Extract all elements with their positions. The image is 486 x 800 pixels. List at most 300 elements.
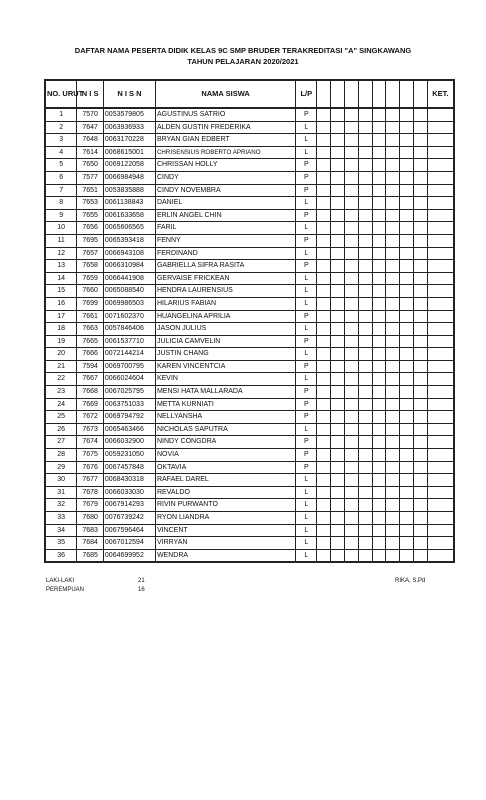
row-blank-cell: [386, 108, 400, 121]
row-nisn: 0067596464: [103, 524, 155, 537]
row-blank-cell: [400, 486, 414, 499]
row-blank-cell: [400, 272, 414, 285]
row-number: 23: [45, 386, 77, 399]
row-student-name: GERVAISE FRICKEAN: [155, 272, 295, 285]
row-ket-cell: [427, 247, 454, 260]
row-blank-cell: [400, 386, 414, 399]
row-blank-cell: [345, 297, 359, 310]
row-nisn: 0066024604: [103, 373, 155, 386]
row-ket-cell: [427, 134, 454, 147]
row-nis: 7660: [77, 285, 104, 298]
row-gender: L: [296, 121, 317, 134]
table-row: [45, 121, 454, 134]
row-blank-cell: [386, 297, 400, 310]
row-number: 4: [45, 146, 77, 159]
row-blank-cell: [372, 209, 386, 222]
row-nisn: 0066943108: [103, 247, 155, 260]
row-student-name: HILARIUS FABIAN: [155, 297, 295, 310]
row-blank-cell: [358, 285, 372, 298]
row-blank-cell: [386, 234, 400, 247]
row-gender: L: [296, 486, 317, 499]
row-ket-cell: [427, 436, 454, 449]
row-student-name: NINDY CONGDRA: [155, 436, 295, 449]
row-blank-cell: [413, 272, 427, 285]
row-blank-cell: [358, 146, 372, 159]
row-nisn: 0071602370: [103, 310, 155, 323]
row-gender: L: [296, 297, 317, 310]
header-blank: [331, 80, 345, 108]
row-blank-cell: [317, 108, 331, 121]
row-blank-cell: [400, 348, 414, 361]
table-row: [45, 524, 454, 537]
row-blank-cell: [345, 197, 359, 210]
row-blank-cell: [331, 108, 345, 121]
row-student-name: HENDRA LAURENSIUS: [155, 285, 295, 298]
row-blank-cell: [358, 386, 372, 399]
row-gender: P: [296, 159, 317, 172]
row-blank-cell: [331, 398, 345, 411]
table-row: [45, 411, 454, 424]
row-number: 34: [45, 524, 77, 537]
table-row: [45, 461, 454, 474]
row-blank-cell: [317, 146, 331, 159]
row-blank-cell: [358, 449, 372, 462]
row-blank-cell: [386, 486, 400, 499]
table-row: [45, 323, 454, 336]
row-blank-cell: [386, 537, 400, 550]
row-blank-cell: [317, 360, 331, 373]
row-blank-cell: [413, 449, 427, 462]
row-number: 22: [45, 373, 77, 386]
table-row: [45, 386, 454, 399]
row-blank-cell: [413, 260, 427, 273]
row-student-name: NICHOLAS SAPUTRA: [155, 423, 295, 436]
row-blank-cell: [413, 146, 427, 159]
row-blank-cell: [358, 537, 372, 550]
row-blank-cell: [331, 436, 345, 449]
row-student-name: JUSTIN CHANG: [155, 348, 295, 361]
row-blank-cell: [400, 373, 414, 386]
row-nis: 7685: [77, 549, 104, 562]
header-nis: N I S: [77, 80, 104, 108]
row-student-name: CINDY NOVEMBRA: [155, 184, 295, 197]
row-student-name: KEVIN: [155, 373, 295, 386]
row-gender: L: [296, 247, 317, 260]
row-student-name: KAREN VINCENTCIA: [155, 360, 295, 373]
row-gender: P: [296, 260, 317, 273]
row-student-name: VINCENT: [155, 524, 295, 537]
row-blank-cell: [413, 197, 427, 210]
row-blank-cell: [372, 121, 386, 134]
row-blank-cell: [345, 146, 359, 159]
row-number: 3: [45, 134, 77, 147]
header-lp: L/P: [296, 80, 317, 108]
row-student-name: CHRISENSIUS ROBERTO APRIANO: [155, 146, 295, 159]
row-blank-cell: [345, 234, 359, 247]
row-nisn: 0066033030: [103, 486, 155, 499]
row-blank-cell: [372, 184, 386, 197]
row-ket-cell: [427, 449, 454, 462]
row-blank-cell: [317, 373, 331, 386]
row-blank-cell: [372, 272, 386, 285]
row-blank-cell: [331, 121, 345, 134]
row-blank-cell: [372, 449, 386, 462]
row-blank-cell: [358, 184, 372, 197]
row-blank-cell: [372, 146, 386, 159]
row-nisn: 0069794792: [103, 411, 155, 424]
header-blank: [413, 80, 427, 108]
row-blank-cell: [345, 348, 359, 361]
row-student-name: JASON JULIUS: [155, 323, 295, 336]
row-blank-cell: [331, 486, 345, 499]
row-blank-cell: [386, 549, 400, 562]
row-blank-cell: [345, 423, 359, 436]
header-blank: [317, 80, 331, 108]
row-nisn: 0065606565: [103, 222, 155, 235]
row-ket-cell: [427, 121, 454, 134]
row-nis: 7661: [77, 310, 104, 323]
row-blank-cell: [372, 524, 386, 537]
row-gender: L: [296, 222, 317, 235]
row-gender: L: [296, 272, 317, 285]
row-blank-cell: [317, 423, 331, 436]
row-blank-cell: [345, 373, 359, 386]
row-blank-cell: [317, 411, 331, 424]
row-nis: 7648: [77, 134, 104, 147]
row-blank-cell: [317, 524, 331, 537]
row-blank-cell: [345, 159, 359, 172]
row-blank-cell: [386, 171, 400, 184]
row-blank-cell: [413, 398, 427, 411]
row-blank-cell: [372, 260, 386, 273]
row-blank-cell: [358, 121, 372, 134]
row-student-name: VIRRYAN: [155, 537, 295, 550]
row-blank-cell: [358, 209, 372, 222]
row-gender: L: [296, 146, 317, 159]
row-blank-cell: [413, 234, 427, 247]
row-blank-cell: [358, 398, 372, 411]
row-blank-cell: [331, 335, 345, 348]
row-blank-cell: [372, 285, 386, 298]
row-blank-cell: [317, 549, 331, 562]
row-blank-cell: [386, 474, 400, 487]
row-blank-cell: [345, 549, 359, 562]
row-gender: L: [296, 348, 317, 361]
row-blank-cell: [400, 108, 414, 121]
row-blank-cell: [400, 121, 414, 134]
row-blank-cell: [331, 537, 345, 550]
table-row: [45, 449, 454, 462]
row-nisn: 0066984948: [103, 171, 155, 184]
row-blank-cell: [345, 335, 359, 348]
row-blank-cell: [331, 461, 345, 474]
row-nis: 7663: [77, 323, 104, 336]
row-blank-cell: [372, 297, 386, 310]
table-row: [45, 108, 454, 121]
row-gender: L: [296, 373, 317, 386]
row-blank-cell: [413, 436, 427, 449]
row-blank-cell: [386, 222, 400, 235]
row-blank-cell: [317, 461, 331, 474]
row-blank-cell: [317, 222, 331, 235]
row-blank-cell: [345, 285, 359, 298]
table-row: [45, 247, 454, 260]
row-blank-cell: [358, 423, 372, 436]
row-blank-cell: [372, 499, 386, 512]
table-row: [45, 423, 454, 436]
row-blank-cell: [386, 373, 400, 386]
header-blank: [358, 80, 372, 108]
row-blank-cell: [413, 323, 427, 336]
row-blank-cell: [331, 285, 345, 298]
row-ket-cell: [427, 348, 454, 361]
row-blank-cell: [413, 474, 427, 487]
row-blank-cell: [345, 171, 359, 184]
row-student-name: RIVIN PURWANTO: [155, 499, 295, 512]
row-blank-cell: [386, 310, 400, 323]
row-blank-cell: [372, 234, 386, 247]
table-row: [45, 474, 454, 487]
row-nis: 7669: [77, 398, 104, 411]
student-roster-table: [44, 79, 455, 563]
row-number: 21: [45, 360, 77, 373]
row-blank-cell: [345, 247, 359, 260]
signatory-name: RIKA, S.Pd: [395, 578, 426, 584]
row-ket-cell: [427, 373, 454, 386]
row-blank-cell: [358, 549, 372, 562]
row-ket-cell: [427, 398, 454, 411]
row-student-name: WENDRA: [155, 549, 295, 562]
row-blank-cell: [413, 121, 427, 134]
row-nis: 7677: [77, 474, 104, 487]
row-blank-cell: [372, 386, 386, 399]
row-gender: P: [296, 449, 317, 462]
row-blank-cell: [372, 411, 386, 424]
row-student-name: NOVIA: [155, 449, 295, 462]
row-ket-cell: [427, 146, 454, 159]
male-label: LAKI-LAKI: [46, 578, 75, 584]
row-nisn: 0069700795: [103, 360, 155, 373]
table-row: [45, 297, 454, 310]
row-student-name: FARIL: [155, 222, 295, 235]
row-blank-cell: [386, 398, 400, 411]
row-nisn: 0065463466: [103, 423, 155, 436]
row-blank-cell: [372, 549, 386, 562]
row-blank-cell: [317, 512, 331, 525]
row-ket-cell: [427, 272, 454, 285]
row-nisn: 0066032900: [103, 436, 155, 449]
row-blank-cell: [358, 335, 372, 348]
row-blank-cell: [400, 323, 414, 336]
row-blank-cell: [386, 335, 400, 348]
row-blank-cell: [386, 159, 400, 172]
table-row: [45, 499, 454, 512]
row-blank-cell: [345, 512, 359, 525]
row-blank-cell: [372, 171, 386, 184]
row-blank-cell: [345, 449, 359, 462]
row-blank-cell: [400, 449, 414, 462]
row-gender: L: [296, 197, 317, 210]
row-blank-cell: [386, 348, 400, 361]
table-row: [45, 360, 454, 373]
row-blank-cell: [386, 360, 400, 373]
row-blank-cell: [358, 499, 372, 512]
row-blank-cell: [345, 272, 359, 285]
row-student-name: GABRIELLA SIFRA RASITA: [155, 260, 295, 273]
row-blank-cell: [331, 499, 345, 512]
row-blank-cell: [413, 285, 427, 298]
row-nis: 7680: [77, 512, 104, 525]
row-blank-cell: [400, 134, 414, 147]
row-nis: 7594: [77, 360, 104, 373]
row-blank-cell: [331, 411, 345, 424]
row-blank-cell: [317, 436, 331, 449]
row-blank-cell: [317, 285, 331, 298]
row-number: 24: [45, 398, 77, 411]
row-number: 20: [45, 348, 77, 361]
row-blank-cell: [413, 159, 427, 172]
row-blank-cell: [413, 524, 427, 537]
row-blank-cell: [331, 549, 345, 562]
row-blank-cell: [386, 121, 400, 134]
row-ket-cell: [427, 461, 454, 474]
row-nis: 7679: [77, 499, 104, 512]
row-blank-cell: [386, 146, 400, 159]
row-gender: P: [296, 335, 317, 348]
row-blank-cell: [358, 234, 372, 247]
row-blank-cell: [413, 386, 427, 399]
row-blank-cell: [358, 260, 372, 273]
row-student-name: HUANGELINA APRILIA: [155, 310, 295, 323]
row-blank-cell: [386, 197, 400, 210]
row-ket-cell: [427, 411, 454, 424]
row-nisn: 0067457848: [103, 461, 155, 474]
row-blank-cell: [372, 222, 386, 235]
table-row: [45, 537, 454, 550]
row-blank-cell: [400, 360, 414, 373]
row-blank-cell: [345, 524, 359, 537]
row-gender: P: [296, 398, 317, 411]
document-subtitle: TAHUN PELAJARAN 2020/2021: [187, 57, 299, 66]
row-blank-cell: [331, 222, 345, 235]
row-ket-cell: [427, 386, 454, 399]
row-gender: L: [296, 423, 317, 436]
header-blank: [372, 80, 386, 108]
row-blank-cell: [400, 297, 414, 310]
row-ket-cell: [427, 222, 454, 235]
row-blank-cell: [400, 171, 414, 184]
row-blank-cell: [358, 486, 372, 499]
row-nisn: 0063936933: [103, 121, 155, 134]
row-ket-cell: [427, 537, 454, 550]
table-row: [45, 184, 454, 197]
row-blank-cell: [413, 335, 427, 348]
row-blank-cell: [317, 247, 331, 260]
row-blank-cell: [413, 222, 427, 235]
row-nis: 7695: [77, 234, 104, 247]
row-blank-cell: [317, 171, 331, 184]
row-number: 10: [45, 222, 77, 235]
header-blank: [386, 80, 400, 108]
row-blank-cell: [400, 512, 414, 525]
row-nisn: 0065088540: [103, 285, 155, 298]
row-blank-cell: [413, 134, 427, 147]
row-blank-cell: [345, 209, 359, 222]
row-blank-cell: [317, 310, 331, 323]
row-gender: L: [296, 323, 317, 336]
row-blank-cell: [372, 348, 386, 361]
row-student-name: MENSI HATA MALLARADA: [155, 386, 295, 399]
table-row: [45, 398, 454, 411]
row-blank-cell: [331, 524, 345, 537]
row-student-name: REVALDO: [155, 486, 295, 499]
row-blank-cell: [331, 360, 345, 373]
row-blank-cell: [386, 524, 400, 537]
row-ket-cell: [427, 234, 454, 247]
row-number: 17: [45, 310, 77, 323]
row-blank-cell: [413, 108, 427, 121]
row-number: 32: [45, 499, 77, 512]
row-gender: P: [296, 436, 317, 449]
row-blank-cell: [345, 323, 359, 336]
row-nisn: 0067025795: [103, 386, 155, 399]
row-blank-cell: [358, 171, 372, 184]
row-blank-cell: [317, 297, 331, 310]
row-blank-cell: [345, 121, 359, 134]
row-nisn: 0065393418: [103, 234, 155, 247]
header-nisn: N I S N: [103, 80, 155, 108]
row-blank-cell: [400, 524, 414, 537]
row-student-name: FERDINAND: [155, 247, 295, 260]
row-number: 30: [45, 474, 77, 487]
row-ket-cell: [427, 209, 454, 222]
row-blank-cell: [372, 486, 386, 499]
document-title: DAFTAR NAMA PESERTA DIDIK KELAS 9C SMP BRUDER TERAKREDITASI "A" SINGKAWANG: [74, 46, 412, 55]
row-number: 19: [45, 335, 77, 348]
row-blank-cell: [345, 537, 359, 550]
row-blank-cell: [358, 461, 372, 474]
row-blank-cell: [358, 512, 372, 525]
row-blank-cell: [372, 159, 386, 172]
table-row: [45, 436, 454, 449]
row-nis: 7678: [77, 486, 104, 499]
row-blank-cell: [386, 285, 400, 298]
row-nisn: 0053835888: [103, 184, 155, 197]
row-blank-cell: [358, 222, 372, 235]
row-blank-cell: [345, 184, 359, 197]
row-number: 6: [45, 171, 77, 184]
row-gender: L: [296, 285, 317, 298]
row-nis: 7665: [77, 335, 104, 348]
row-blank-cell: [331, 197, 345, 210]
row-nisn: 0076739242: [103, 512, 155, 525]
row-number: 7: [45, 184, 77, 197]
row-number: 36: [45, 549, 77, 562]
row-number: 15: [45, 285, 77, 298]
row-blank-cell: [331, 272, 345, 285]
row-blank-cell: [400, 436, 414, 449]
row-nisn: 0061633658: [103, 209, 155, 222]
row-blank-cell: [372, 323, 386, 336]
row-blank-cell: [317, 323, 331, 336]
row-student-name: JULICIA CAMVELIN: [155, 335, 295, 348]
row-student-name: BRYAN GIAN EDBERT: [155, 134, 295, 147]
row-blank-cell: [400, 310, 414, 323]
row-blank-cell: [400, 537, 414, 550]
row-blank-cell: [372, 197, 386, 210]
row-blank-cell: [317, 234, 331, 247]
row-blank-cell: [400, 474, 414, 487]
